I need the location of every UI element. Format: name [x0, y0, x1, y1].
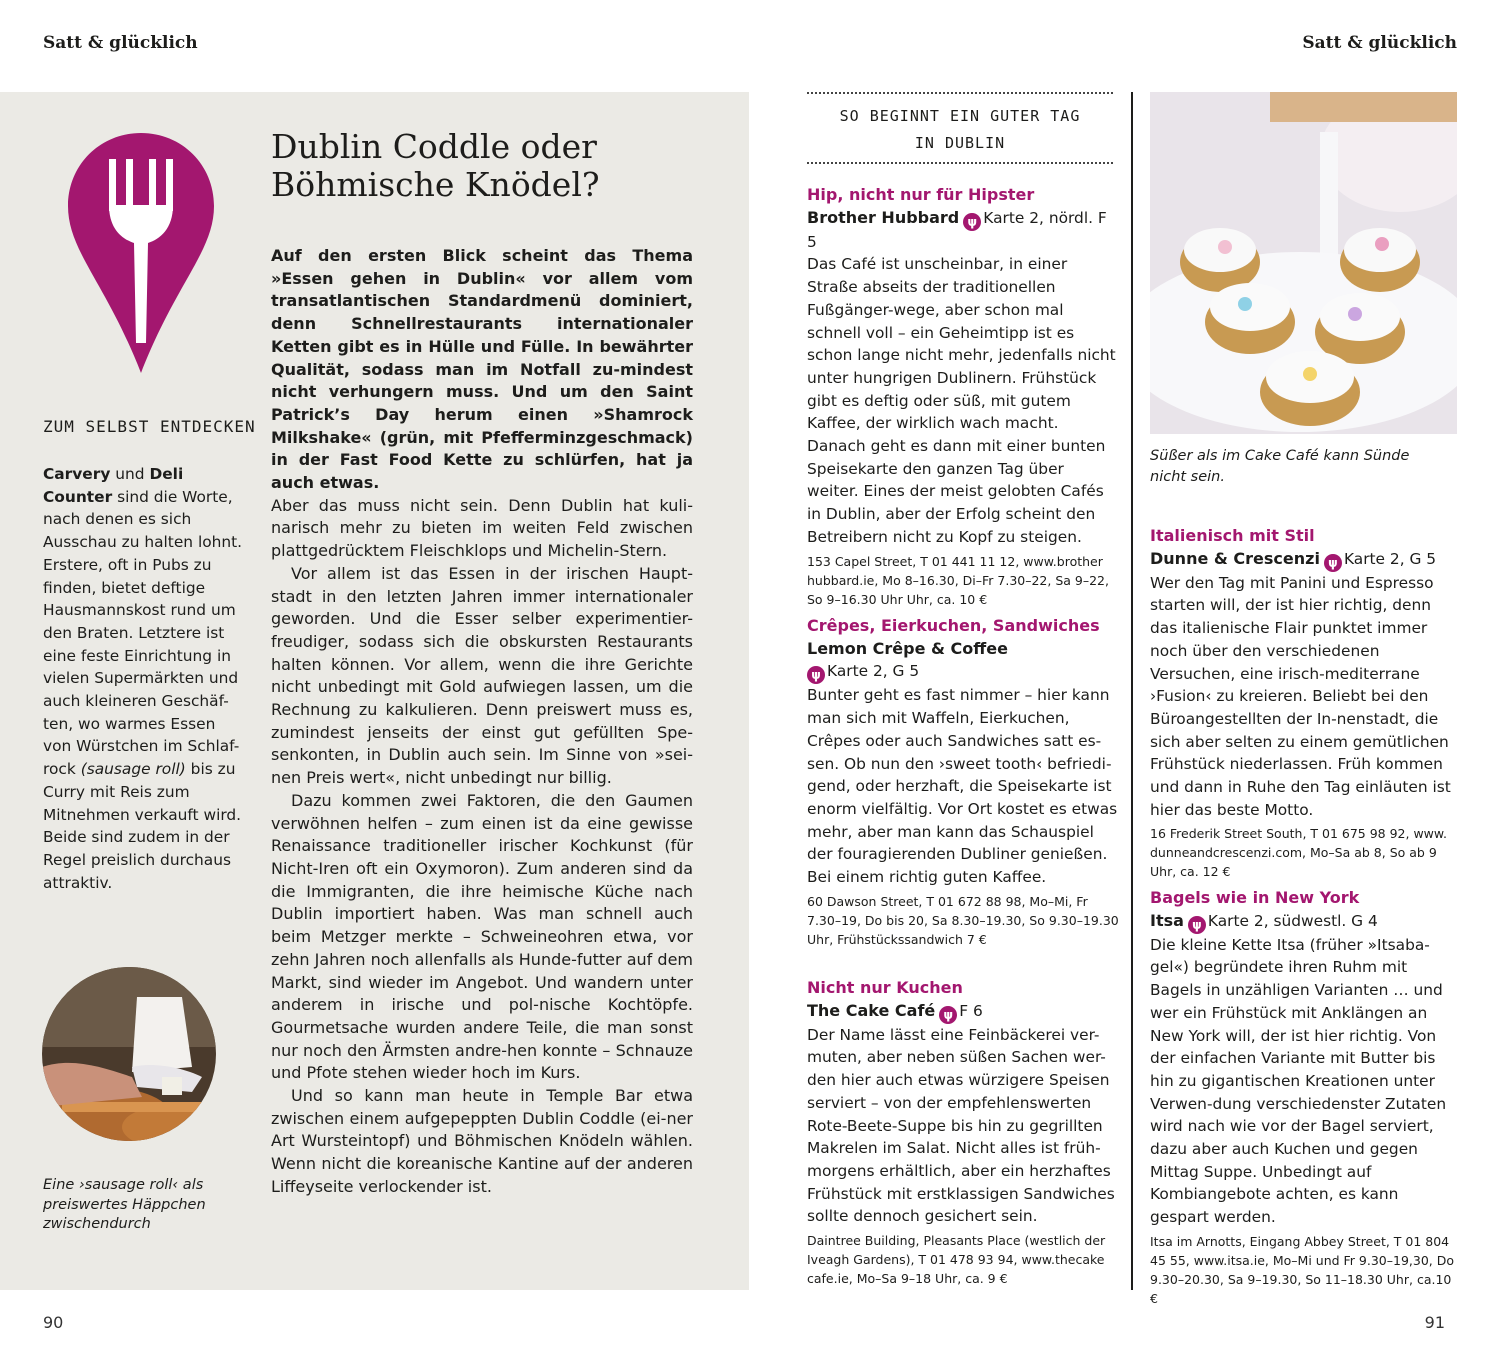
entry-text: Bunter geht es fast nimmer – hier kann man sich mit Waffeln, Eierkuchen, Crêpes oder auch Sandwiches satt es-sen. Ob nun den ›sweet tooth‹ befriedi-gend, oder herzhaft, die Speisekarte ist enorm vielfältig. Vor Ort kostet es etwas mehr, aber man kann das Schauspiel der fouragierenden Dubliner genießen. Bei einem richtig guten Kaffee. [807, 686, 1118, 887]
running-head-right: Satt & glücklich [1302, 33, 1457, 53]
column-divider [1131, 92, 1133, 1290]
entry-text: Der Name lässt eine Feinbäckerei ver-muten, aber neben süßen Sachen wer-den hier auch etwas würzigere Speisen serviert – von der empfehlenswerten Rote-Beete-Suppe bis hin zu gegrillten Makrelen im Salat. Nicht alles ist früh-morgens erhältlich, aber ein herzhaftes Frühstück mit erstklassigen Sandwiches sollte dennoch gesichert sein. [807, 1025, 1115, 1226]
box-heading [807, 92, 1113, 164]
entry-title: Bagels wie in New York [1150, 888, 1360, 907]
cupcakes-photo-caption: Süßer als im Cake Café kann Sünde nicht sein. [1150, 448, 1410, 485]
entry-brother-hubbard [807, 184, 1119, 609]
entry-info: 60 Dawson Street, T 01 672 88 98, Mo–Mi, Fr 7.30–19, Do bis 20, Sa 8.30–19.30, So 9.30–19.30 Uhr, Frühstückssandwich 7 € [807, 893, 1119, 947]
entry-name: Dunne & Crescenzi [1150, 548, 1320, 568]
fork-icon: ψ [1324, 554, 1342, 572]
entry-text: Wer den Tag mit Panini und Espresso starten will, der ist hier richtig, denn das italienische Flair punktet immer noch über den verschiedenen Versuchen, eine irisch-mediterrane ›Fusion‹ zu kreieren. Beliebt bei den Büroangestellten der In-nenstadt, die sich aber selten zu einem gemütlichen Frühstück niederlassen. Früh kommen und dann in Ruhe den Tag einläuten ist hier das beste Motto. [1150, 573, 1451, 819]
entry-title: Nicht nur Kuchen [807, 978, 963, 997]
fork-pin-icon [68, 133, 214, 373]
entry-text: Die kleine Kette Itsa (früher »Itsaba-gel«) begründete ihren Ruhm mit Bagels in unzähligen Varianten … und wer ein Frühstück mit Anklängen an New York will, der ist hier richtig. Von der einfachen Variante mit Butter bis hin zu gigantischen Kreationen unter Verwen-dung verschiedenster Zutaten wird nach wie vor der Bagel serviert, dazu aber auch Kuchen und gegen Mittag Suppe. Unbedingt auf Kombiangebote achten, es kann gespart werden. [1150, 935, 1447, 1227]
running-head-left: Satt & glücklich [43, 33, 198, 53]
article-paragraph: Und so kann man heute in Temple Bar etwa zwischen einem aufgepeppten Dublin Coddle (ei-ner Art Wursteintopf) und Böhmischen Knödeln wählen. Wenn nicht die koreanische Kantine auf der anderen Liffeyseite verlockender ist. [271, 1086, 693, 1196]
article-lead: Auf den ersten Blick scheint das Thema »Essen gehen in Dublin« vor allem vom transatlantischen Standardmenü dominiert, denn Schnellrestaurants internationaler Ketten gibt es in Hülle und Fülle. In bewährter Qualität, sodass man im Notfall zu-mindest nicht verhungern muss. Und um den Saint Patrick’s Day herum einen »Shamrock Milkshake« (grün, mit Pfefferminzgeschmack) in der Fast Food Kette zu schlürfen, hat ja auch etwas. [271, 246, 693, 493]
entry-info: Itsa im Arnotts, Eingang Abbey Street, T 01 804 45 55, www.itsa.ie, Mo–Mi und Fr 9.30–19,30, Do 9.30–20.30, Sa 9–19.30, So 11–18.30 Uhr, ca.10 € [1150, 1233, 1455, 1306]
sidebar-text: Carvery und Deli Counter sind die Worte, nach denen es sich Ausschau zu halten lohnt. Erstere, oft in Pubs zu finden, bietet deftige Hausmannskost rund um den Braten. Letztere ist eine feste Einrichtung in vielen Supermärkten und auch kleineren Geschäf-ten, wo warmes Essen von Würstchen im Schlaf-rock (sausage roll) bis zu Curry mit Reis zum Mitnehmen verkauft wird. Beide sind zudem in der Regel preislich durchaus attraktiv. [43, 465, 243, 892]
article-title: Dublin Coddle oder Böhmische Knödel? [271, 127, 600, 204]
entry-title: Crêpes, Eierkuchen, Sandwiches [807, 616, 1100, 635]
page-number-left: 90 [43, 1313, 64, 1332]
sidebar-photo-caption: Eine ›sausage roll‹ als preiswertes Häppchen zwischendurch [43, 1177, 206, 1232]
entry-cake-cafe [807, 977, 1119, 1288]
entry-name: The Cake Café [807, 1000, 936, 1020]
fork-icon: ψ [1188, 916, 1206, 934]
box-heading-line: IN DUBLIN [914, 134, 1006, 152]
entry-title: Hip, nicht nur für Hipster [807, 185, 1035, 204]
article-body [271, 245, 693, 1199]
entry-itsa [1150, 887, 1460, 1308]
box-heading-line: SO BEGINNT EIN GUTER TAG [839, 107, 1081, 125]
entry-map: F 6 [959, 1001, 983, 1020]
cupcakes-photo [1150, 92, 1457, 434]
entry-map: Karte 2, G 5 [827, 662, 920, 681]
entry-info: 16 Frederik Street South, T 01 675 98 92, www. dunneandcrescenzi.com, Mo–Sa ab 8, So ab 9 Uhr, ca. 12 € [1150, 826, 1447, 880]
entry-lemon-crepe [807, 615, 1119, 949]
entry-info: 153 Capel Street, T 01 441 11 12, www.brother hubbard.ie, Mo 8–16.30, Di–Fr 7.30–22, Sa 9–22, So 9–16.30 Uhr Uhr, ca. 10 € [807, 553, 1109, 607]
entry-name: Itsa [1150, 910, 1184, 930]
entry-text: Das Café ist unscheinbar, in einer Straße abseits der traditionellen Fußgänger-wege, aber schon mal schnell voll – ein Geheimtipp ist es schon lange nicht mehr, jedenfalls nicht unter hungrigen Dublinern. Frühstück gibt es deftig oder süß, mit gutem Kaffee, der wirklich wach macht. Danach geht es dann mit einer bunten Speisekarte den ganzen Tag über weiter. Eines der meist gelobten Cafés in Dublin, aber der Erfolg scheint den Betreibern nicht zu Kopf zu steigen. [807, 255, 1116, 546]
article-paragraph: Dazu kommen zwei Faktoren, die den Gaumen verwöhnen helfen – zum einen ist da eine gewisse Renaissance traditioneller irischer Kochkunst (für Nicht-Iren oft ein Oxymoron). Zum anderen sind da die Immigranten, die ihre heimische Küche nach Dublin importiert haben. Was man schnell auch beim Metzger merkte – Schweineohren etwa, vor zehn Jahren noch allenfalls als Hunde-futter auf dem Markt, sind wieder im Angebot. Und wandern unter anderem in irische und pol-nische Kochtöpfe. Gourmetsache wurden andere Teile, die man sonst nur noch den Ärmsten andre-hen konnte – Schnauze und Pfote stehen wieder hoch im Kurs. [271, 790, 693, 1083]
fork-icon: ψ [939, 1006, 957, 1024]
sidebar-heading: ZUM SELBST ENTDECKEN [43, 417, 256, 436]
entry-name: Brother Hubbard [807, 207, 960, 227]
page-number-right: 91 [1424, 1313, 1445, 1332]
entry-name: Lemon Crêpe & Coffee [807, 638, 1008, 658]
fork-icon: ψ [807, 666, 825, 684]
entry-map: Karte 2, südwestl. G 4 [1207, 911, 1378, 930]
article-paragraph: Vor allem ist das Essen in der irischen Haupt-stadt in den letzten Jahren immer internationaler geworden. Und die Esser selber experimentier-freudiger, sodass sich die obskursten Restaurants halten können. Vor allem, wenn die ihre Gerichte nicht unbedingt mit Gold aufwiegen lassen, um die Rechnung zu kalkulieren. Denn preiswert muss es, zumindest jenseits der einst gut gefüllten Spe-senkonten, in Dublin auch sein. Im Sinne von »sei-nen Preis wert«, nicht unbedingt nur billig. [271, 563, 693, 788]
entry-dunne-crescenzi [1150, 525, 1460, 881]
entry-info: Daintree Building, Pleasants Place (westlich der Iveagh Gardens), T 01 478 93 94, www.thecake cafe.ie, Mo–Sa 9–18 Uhr, ca. 9 € [807, 1233, 1106, 1287]
sausage-roll-photo [42, 967, 216, 1141]
entry-map: Karte 2, G 5 [1343, 549, 1437, 568]
fork-icon: ψ [963, 213, 981, 231]
entry-title: Italienisch mit Stil [1150, 526, 1315, 545]
entry-map: Karte 2, nördl. F 5 [807, 208, 1107, 251]
article-paragraph: Aber das muss nicht sein. Denn Dublin hat kuli-narisch mehr zu bieten im weiten Feld zwischen plattgedrücktem Fleischklops und Michelin-Stern. [271, 495, 693, 561]
